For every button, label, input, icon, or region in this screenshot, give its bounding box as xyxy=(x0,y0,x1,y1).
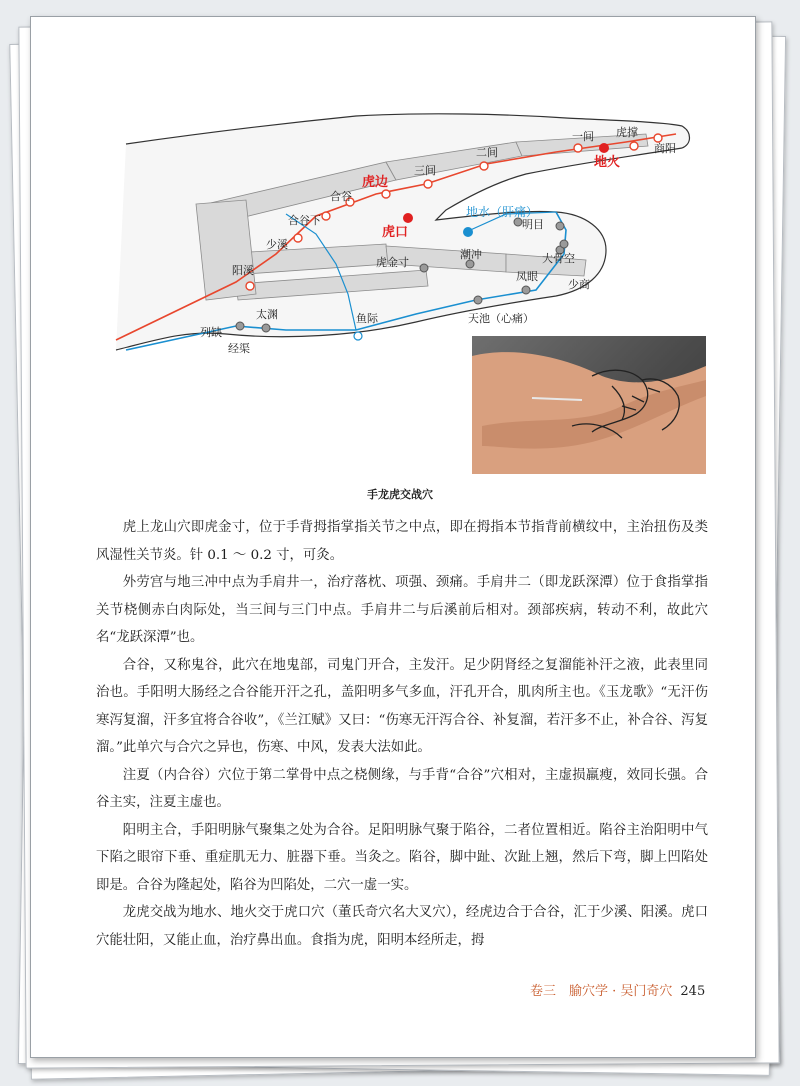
label-hukou: 虎口 xyxy=(382,225,409,240)
label-lieque: 列缺 xyxy=(200,326,222,339)
label-taiyuan: 太渊 xyxy=(256,308,278,321)
page-footer xyxy=(530,980,730,999)
label-fengyan: 凤眼 xyxy=(516,270,538,283)
label-dagukong: 大骨空 xyxy=(542,252,575,265)
label-hujiang: 虎撑 xyxy=(616,126,638,139)
label-dishui: 地水（肝痛） xyxy=(466,205,539,219)
label-erjian: 二间 xyxy=(476,146,498,159)
hand-tattoo-photo xyxy=(472,336,706,474)
label-hubian: 虎边 xyxy=(362,175,389,190)
hukou-point xyxy=(403,213,413,223)
label-shaoxi: 少溪 xyxy=(266,238,288,251)
label-hegu: 合谷 xyxy=(330,190,352,203)
page-number: 245 xyxy=(680,984,706,999)
label-yangxi: 阳溪 xyxy=(232,264,254,277)
label-hujincun: 虎金寸 xyxy=(376,256,409,269)
footer-section: 卷三 腧穴学 · 吴门奇穴 xyxy=(530,984,673,999)
label-sanjian: 三间 xyxy=(414,164,436,177)
paragraph: 合谷，又称鬼谷，此穴在地鬼部，司鬼门开合，主发汗。足少阴肾经之复溜能补汗之液，此表里同治也。手阳明大肠经之合谷能开汗之孔，盖阳明多气多血，汗孔开合，肌肉所主也。《玉龙歌》“无汗伤寒泻复溜，汗多宜将合谷收”，《兰江赋》又曰：“伤寒无汗泻合谷、补复溜，若汗多不止，补合谷、泻复溜。”此单穴与合穴之异也，伤寒、中风，发表大法如此。 xyxy=(96,657,708,755)
paragraph: 龙虎交战为地水、地火交于虎口穴（董氏奇穴名大叉穴），经虎边合于合谷，汇于少溪、阳溪。虎口穴能壮阳，又能止血，治疗鼻出血。食指为虎，阳明本经所走，拇 xyxy=(96,905,708,948)
label-dihuo: 地火 xyxy=(594,155,621,170)
paragraph: 虎上龙山穴即虎金寸，位于手背拇指掌指关节之中点，即在拇指本节指背前横纹中，主治扭伤及类风湿性关节炎。针 0.1 ～ 0.2 寸，可灸。 xyxy=(96,520,708,563)
paragraph: 注夏（内合谷）穴位于第二掌骨中点之桡侧缘，与手背“合谷”穴相对，主虚损羸瘦，效同长强。合谷主实，注夏主虚也。 xyxy=(96,767,708,810)
label-chaochong: 潮冲 xyxy=(460,248,482,261)
label-yijian: 一间 xyxy=(572,130,594,143)
paragraph: 阳明主合，手阳明脉气聚集之处为合谷。足阳明脉气聚于陷谷，二者位置相近。陷谷主治阳明中气下陷之眼帘下垂、重症肌无力、脏器下垂。当灸之。陷谷，脚中趾、次趾上翘，然后下弯，脚上凹陷处即是。合谷为隆起处，陷谷为凹陷处，二穴一虚一实。 xyxy=(96,822,708,893)
body-text xyxy=(96,514,708,954)
label-shangyang: 商阳 xyxy=(654,142,676,155)
dihuo-point xyxy=(599,143,609,153)
figure-caption: 手龙虎交战穴 xyxy=(367,488,433,501)
label-heguxia: 合谷下 xyxy=(288,214,321,227)
hand-acupoint-diagram xyxy=(86,104,710,354)
label-yuji: 鱼际 xyxy=(356,312,378,325)
label-jingqu: 经渠 xyxy=(228,342,250,354)
label-shaoshang: 少商 xyxy=(568,278,590,291)
label-mingmu: 明目 xyxy=(522,218,544,231)
label-tianchi: 天池（心痛） xyxy=(468,312,534,325)
paragraph: 外劳宫与地三冲中点为手肩井一，治疗落枕、项强、颈痛。手肩井二（即龙跃深潭）位于食指掌指关节桡侧赤白肉际处，当三间与三门中点。手肩井二与后溪前后相对。颈部疾病，转动不利，故此穴名“龙跃深潭”也。 xyxy=(96,575,708,645)
